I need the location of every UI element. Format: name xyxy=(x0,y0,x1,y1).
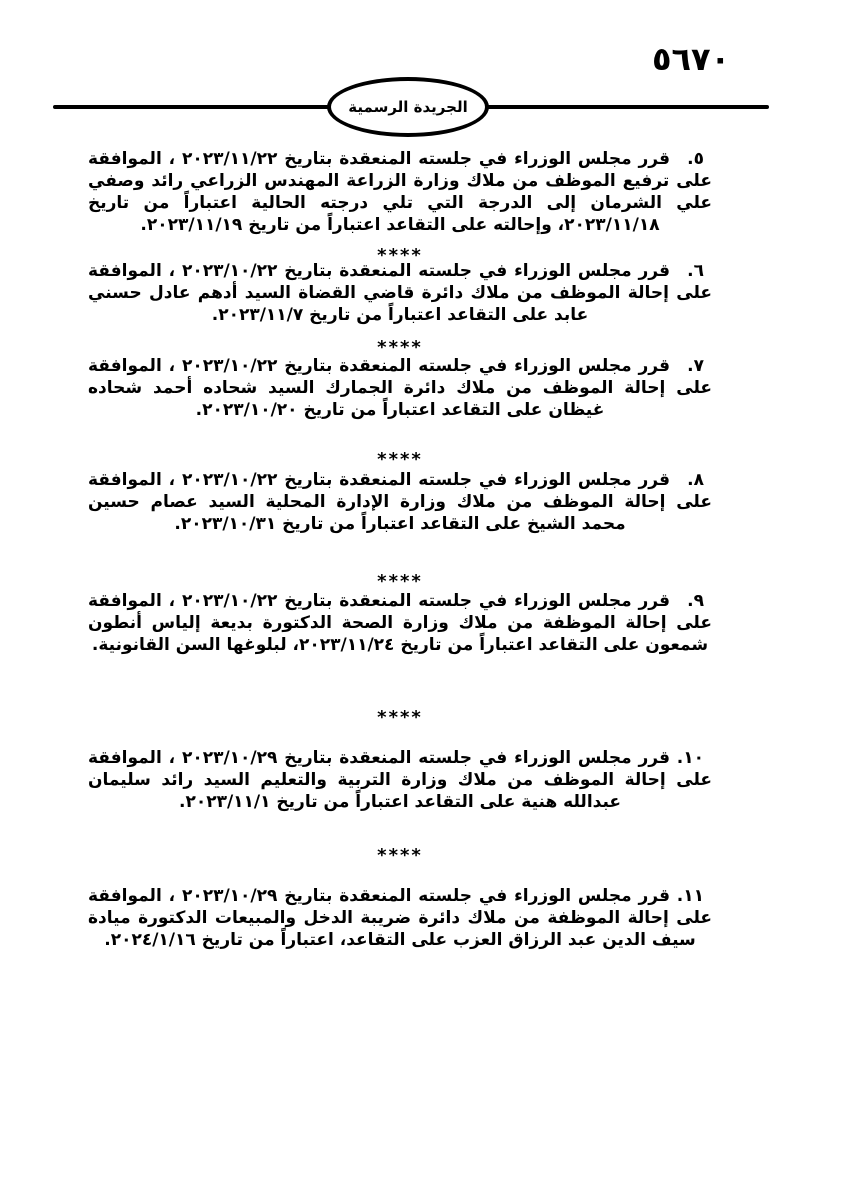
decree-item xyxy=(88,590,712,656)
gazette-seal xyxy=(327,77,489,137)
decree-text: قرر مجلس الوزراء في جلسته المنعقدة بتاريخ ٢٠٢٣/١١/٢٢ ، الموافقة على ترفيع الموظف من ملاك وزارة الزراعة المهندس الزراعي رائد وصفي علي الشرمان إلى الدرجة التي تلي درجته الحالية اعتباراً من تاريخ ٢٠٢٣/١١/١٨، وإحالته على التقاعد اعتباراً من تاريخ ٢٠٢٣/١١/١٩. xyxy=(88,149,712,235)
page-number: ٥٦٧٠ xyxy=(651,40,731,78)
decree-item xyxy=(88,355,712,421)
decree-text: قرر مجلس الوزراء في جلسته المنعقدة بتاريخ ٢٠٢٣/١٠/٢٢ ، الموافقة على إحالة الموظف من ملاك وزارة الإدارة المحلية السيد عصام حسين محمد الشيخ على التقاعد اعتباراً من تاريخ ٢٠٢٣/١٠/٣١. xyxy=(88,470,712,534)
decree-item xyxy=(88,260,712,326)
decree-number: ٥. xyxy=(687,149,704,169)
section-separator: **** xyxy=(377,449,423,470)
section-separator: **** xyxy=(377,571,423,592)
decree-number: ٦. xyxy=(687,261,704,281)
decree-text: قرر مجلس الوزراء في جلسته المنعقدة بتاريخ ٢٠٢٣/١٠/٢٩ ، الموافقة على إحالة الموظف من ملاك وزارة التربية والتعليم السيد رائد سليمان عبدالله هنية على التقاعد اعتباراً من تاريخ ٢٠٢٣/١١/١. xyxy=(88,748,712,812)
decree-item xyxy=(88,148,712,236)
decree-number: ٨. xyxy=(687,470,704,490)
decree-number: ١٠. xyxy=(676,748,704,768)
decree-text: قرر مجلس الوزراء في جلسته المنعقدة بتاريخ ٢٠٢٣/١٠/٢٩ ، الموافقة على إحالة الموظفة من ملاك دائرة ضريبة الدخل والمبيعات الدكتورة ميادة سيف الدين عبد الرزاق العزب على التقاعد، اعتباراً من تاريخ ٢٠٢٤/١/١٦. xyxy=(88,886,712,950)
gazette-title: الجريدة الرسمية xyxy=(348,98,468,116)
decree-list xyxy=(88,148,712,1188)
decree-number: ٩. xyxy=(687,591,704,611)
decree-text: قرر مجلس الوزراء في جلسته المنعقدة بتاريخ ٢٠٢٣/١٠/٢٢ ، الموافقة على إحالة الموظفة من ملاك وزارة الصحة الدكتورة بديعة إلياس أنطون شمعون على التقاعد اعتباراً من تاريخ ٢٠٢٣/١١/٢٤، لبلوغها السن القانونية. xyxy=(88,591,712,655)
decree-item xyxy=(88,469,712,535)
decree-item xyxy=(88,747,712,813)
section-separator: **** xyxy=(377,337,423,358)
decree-item xyxy=(88,885,712,951)
section-separator: **** xyxy=(377,707,423,728)
decree-text: قرر مجلس الوزراء في جلسته المنعقدة بتاريخ ٢٠٢٣/١٠/٢٢ ، الموافقة على إحالة الموظف من ملاك دائرة الجمارك السيد شحاده أحمد شحاده غيظان على التقاعد اعتباراً من تاريخ ٢٠٢٣/١٠/٢٠. xyxy=(88,356,712,420)
decree-number: ١١. xyxy=(676,886,704,906)
decree-number: ٧. xyxy=(687,356,704,376)
decree-text: قرر مجلس الوزراء في جلسته المنعقدة بتاريخ ٢٠٢٣/١٠/٢٢ ، الموافقة على إحالة الموظف من ملاك دائرة قاضي القضاة السيد أدهم عادل حسني عابد على التقاعد اعتباراً من تاريخ ٢٠٢٣/١١/٧. xyxy=(88,261,712,325)
section-separator: **** xyxy=(377,845,423,866)
section-separator: **** xyxy=(377,245,423,266)
